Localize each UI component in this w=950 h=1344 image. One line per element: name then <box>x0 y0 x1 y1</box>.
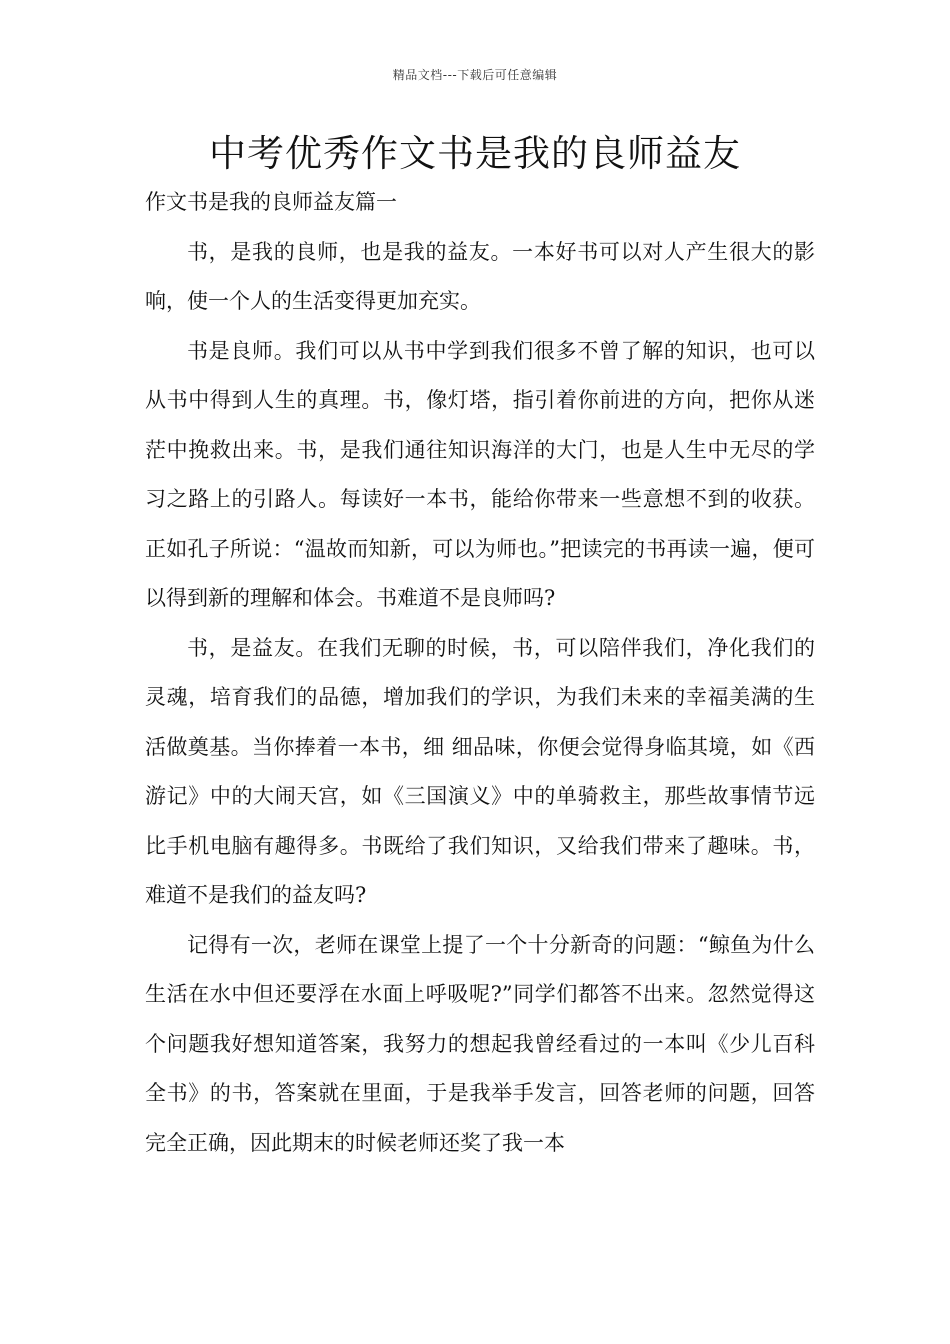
document-title: 中考优秀作文书是我的良师益友 <box>209 132 741 175</box>
section-subtitle: 作文书是我的良师益友篇一 <box>145 190 397 214</box>
paragraph-1: 书，是我的良师，也是我的益友。一本好书可以对人产生很大的影响，使一个人的生活变得更加充实。 <box>145 239 815 313</box>
document-body <box>145 178 815 1168</box>
header-note: 精品文档---下载后可任意编辑 <box>392 68 558 82</box>
paragraph-4: 记得有一次，老师在课堂上提了一个十分新奇的问题：“鲸鱼为什么生活在水中但还要浮在水面上呼吸呢?”同学们都答不出来。忽然觉得这个问题我好想知道答案，我努力的想起我曾经看过的一本叫《少儿百科全书》的书，答案就在里面，于是我举手发言，回答老师的问题，回答完全正确，因此期末的时候老师还奖了我一本 <box>145 932 815 1155</box>
paragraph-2: 书是良师。我们可以从书中学到我们很多不曾了解的知识，也可以从书中得到人生的真理。书，像灯塔，指引着你前进的方向，把你从迷茫中挽救出来。书，是我们通往知识海洋的大门，也是人生中无尽的学习之路上的引路人。每读好一本书，能给你带来一些意想不到的收获。正如孔子所说：“温故而知新，可以为师也。”把读完的书再读一遍，便可以得到新的理解和体会。书难道不是良师吗? <box>145 338 815 610</box>
paragraph-3: 书，是益友。在我们无聊的时候，书，可以陪伴我们，净化我们的灵魂，培育我们的品德，增加我们的学识，为我们未来的幸福美满的生活做奠基。当你捧着一本书，细 细品味，你便会觉得身临其境，如《西游记》中的大闹天宫，如《三国演义》中的单骑救主，那些故事情节远比手机电脑有趣得多。书既给了我们知识，又给我们带来了趣味。书，难道不是我们的益友吗? <box>145 635 815 907</box>
